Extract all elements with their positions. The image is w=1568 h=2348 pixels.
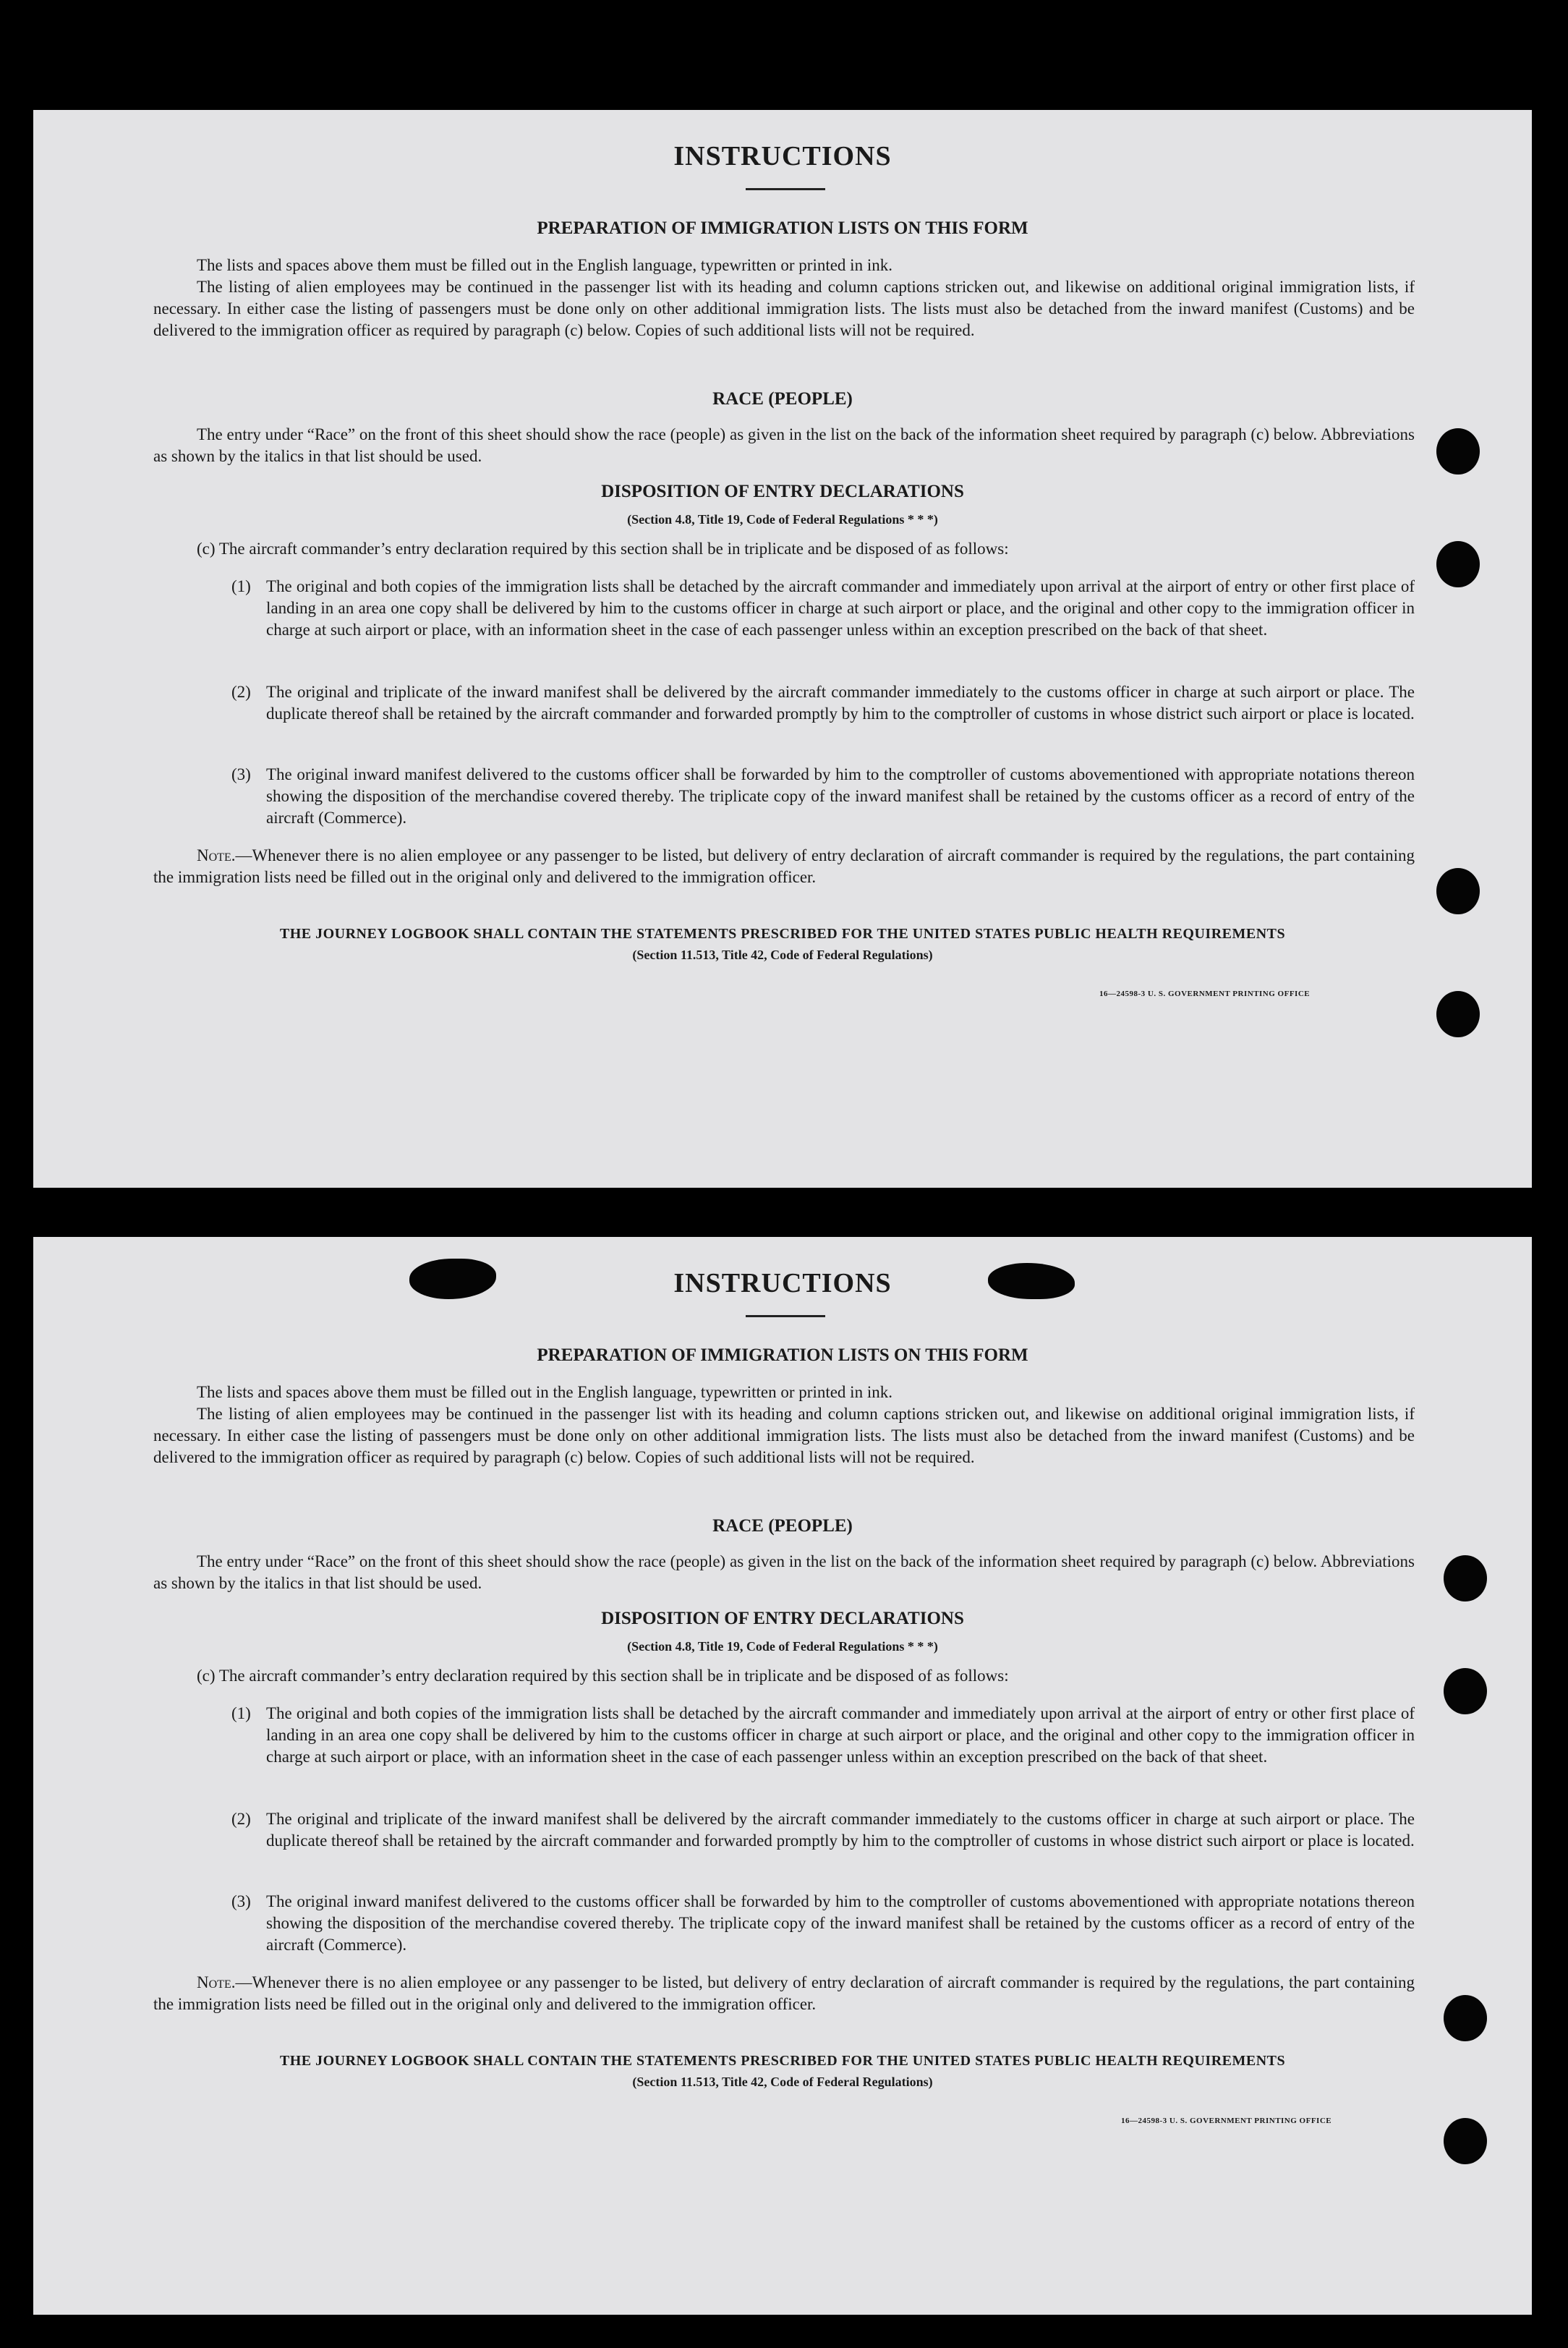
sheet-title: INSTRUCTIONS — [673, 141, 892, 171]
preparation-paragraph-2: The listing of alien employees may be continued in the passenger list with its heading and column captions stricken out, and likewise on additional original immigration lists, if necessary. In either case the listing of passengers must be done only on other additional immigration lists. The lists must also be detached from the inward manifest (Customs) and be delivered to the immigration officer as required by paragraph (c) below. Copies of such additional lists will not be required. — [153, 1405, 1415, 1466]
race-paragraph: The entry under “Race” on the front of this sheet should show the race (people) as given in the list on the back of the information sheet required by paragraph (c) below. Abbreviations as shown by the italics in that list should be used. — [153, 1552, 1415, 1592]
item-number: (2) — [231, 683, 251, 701]
punch-hole-icon — [1444, 2118, 1487, 2164]
disposition-intro: (c) The aircraft commander’s entry declaration required by this section shall be in triplicate and be disposed of as follows: — [197, 1667, 1009, 1685]
instruction-sheet-top — [33, 110, 1532, 1188]
note-paragraph — [153, 845, 1415, 888]
note-label: Note. — [197, 1973, 236, 1991]
printer-mark: 16—24598-3 U. S. GOVERNMENT PRINTING OFFICE — [1121, 2117, 1332, 2125]
disposition-citation: (Section 4.8, Title 19, Code of Federal Regulations * * *) — [627, 1639, 938, 1654]
title-underline — [746, 188, 825, 190]
preparation-paragraph-2: The listing of alien employees may be continued in the passenger list with its heading and column captions stricken out, and likewise on additional original immigration lists, if necessary. In either case the listing of passengers must be done only on other additional immigration lists. The lists must also be detached from the inward manifest (Customs) and be delivered to the immigration officer as required by paragraph (c) below. Copies of such additional lists will not be required. — [153, 278, 1415, 339]
disposition-intro: (c) The aircraft commander’s entry declaration required by this section shall be in triplicate and be disposed of as follows: — [197, 540, 1009, 558]
sheet-title: INSTRUCTIONS — [673, 1268, 892, 1298]
preparation-paragraph-1: The lists and spaces above them must be filled out in the English language, typewritten or printed in ink. — [197, 1383, 892, 1401]
race-heading: RACE (PEOPLE) — [712, 1516, 853, 1536]
punch-hole-icon — [1436, 868, 1480, 914]
item-number: (2) — [231, 1810, 251, 1828]
preparation-heading: PREPARATION OF IMMIGRATION LISTS ON THIS FORM — [537, 218, 1028, 238]
title-underline — [746, 1315, 825, 1317]
race-heading: RACE (PEOPLE) — [712, 389, 853, 409]
disposition-heading: DISPOSITION OF ENTRY DECLARATIONS — [601, 1609, 964, 1628]
disposition-item-2 — [231, 1808, 1415, 1852]
health-requirements-citation: (Section 11.513, Title 42, Code of Federal Regulations) — [632, 948, 933, 962]
item-text: The original and triplicate of the inward manifest shall be delivered by the aircraft commander immediately to the customs officer in charge at such airport or place. The duplicate thereof shall be retained by the aircraft commander and forwarded promptly by him to the comptroller of customs in whose district such airport or place is located. — [266, 683, 1415, 723]
punch-hole-icon — [1444, 1668, 1487, 1714]
punch-hole-icon — [1436, 991, 1480, 1037]
disposition-citation: (Section 4.8, Title 19, Code of Federal Regulations * * *) — [627, 512, 938, 527]
health-requirements-line: THE JOURNEY LOGBOOK SHALL CONTAIN THE STATEMENTS PRESCRIBED FOR THE UNITED STATES PUBLIC HEALTH REQUIREMENTS — [279, 2053, 1286, 2069]
instruction-sheet-bottom — [33, 1237, 1532, 2315]
disposition-item-1 — [231, 576, 1415, 641]
preparation-heading: PREPARATION OF IMMIGRATION LISTS ON THIS FORM — [537, 1345, 1028, 1365]
item-text: The original and triplicate of the inward manifest shall be delivered by the aircraft commander immediately to the customs officer in charge at such airport or place. The duplicate thereof shall be retained by the aircraft commander and forwarded promptly by him to the comptroller of customs in whose district such airport or place is located. — [266, 1810, 1415, 1850]
item-number: (1) — [231, 1704, 251, 1722]
item-number: (1) — [231, 577, 251, 595]
note-paragraph — [153, 1972, 1415, 2015]
item-text: The original inward manifest delivered to the customs officer shall be forwarded by him to the comptroller of customs abovementioned with appropriate notations thereon showing the disposition of the merchandise covered thereby. The triplicate copy of the inward manifest shall be retained by the customs officer as a record of entry of the aircraft (Commerce). — [266, 1892, 1415, 1954]
disposition-heading: DISPOSITION OF ENTRY DECLARATIONS — [601, 482, 964, 501]
disposition-item-3 — [231, 1891, 1415, 1956]
disposition-item-3 — [231, 764, 1415, 829]
note-label: Note. — [197, 846, 236, 864]
health-requirements-line: THE JOURNEY LOGBOOK SHALL CONTAIN THE STATEMENTS PRESCRIBED FOR THE UNITED STATES PUBLIC HEALTH REQUIREMENTS — [279, 926, 1286, 942]
item-text: The original and both copies of the immigration lists shall be detached by the aircraft commander and immediately upon arrival at the airport of entry or other first place of landing in an area one copy shall be delivered by him to the customs officer in charge at such airport or place, and the original and other copy to the immigration officer in charge at such airport or place, with an information sheet in the case of each passenger unless within an exception prescribed on the back of that sheet. — [266, 577, 1415, 639]
race-paragraph: The entry under “Race” on the front of this sheet should show the race (people) as given in the list on the back of the information sheet required by paragraph (c) below. Abbreviations as shown by the italics in that list should be used. — [153, 425, 1415, 465]
item-number: (3) — [231, 1892, 251, 1910]
punch-hole-icon — [1444, 1555, 1487, 1602]
punch-hole-icon — [1436, 428, 1480, 475]
disposition-item-2 — [231, 681, 1415, 725]
item-text: The original inward manifest delivered to the customs officer shall be forwarded by him to the comptroller of customs abovementioned with appropriate notations thereon showing the disposition of the merchandise covered thereby. The triplicate copy of the inward manifest shall be retained by the customs officer as a record of entry of the aircraft (Commerce). — [266, 765, 1415, 827]
health-requirements-citation: (Section 11.513, Title 42, Code of Federal Regulations) — [632, 2075, 933, 2089]
punch-hole-icon — [1444, 1995, 1487, 2041]
punch-hole-icon — [1436, 541, 1480, 587]
printer-mark: 16—24598-3 U. S. GOVERNMENT PRINTING OFFICE — [1099, 990, 1311, 998]
item-text: The original and both copies of the immigration lists shall be detached by the aircraft commander and immediately upon arrival at the airport of entry or other first place of landing in an area one copy shall be delivered by him to the customs officer in charge at such airport or place, and the original and other copy to the immigration officer in charge at such airport or place, with an information sheet in the case of each passenger unless within an exception prescribed on the back of that sheet. — [266, 1704, 1415, 1766]
note-text: —Whenever there is no alien employee or any passenger to be listed, but delivery of entry declaration of aircraft commander is required by the regulations, the part containing the immigration lists need be filled out in the original only and delivered to the immigration officer. — [153, 846, 1415, 886]
item-number: (3) — [231, 765, 251, 783]
disposition-item-1 — [231, 1703, 1415, 1768]
note-text: —Whenever there is no alien employee or any passenger to be listed, but delivery of entry declaration of aircraft commander is required by the regulations, the part containing the immigration lists need be filled out in the original only and delivered to the immigration officer. — [153, 1973, 1415, 2013]
preparation-paragraph-1: The lists and spaces above them must be filled out in the English language, typewritten or printed in ink. — [197, 256, 892, 274]
